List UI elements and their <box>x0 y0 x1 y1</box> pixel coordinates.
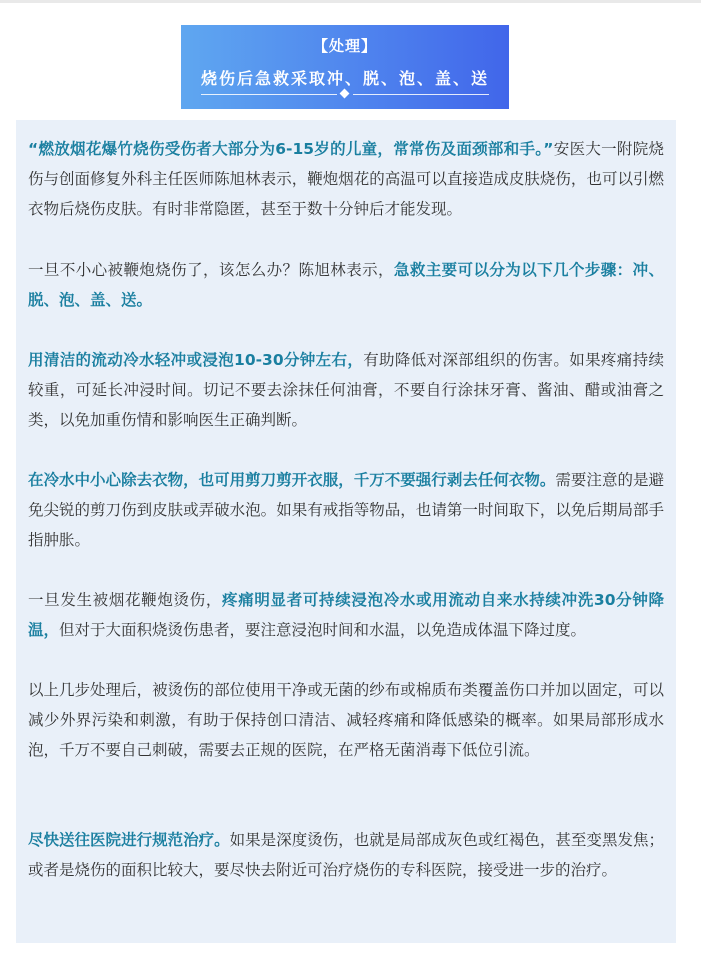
paragraph-intro <box>28 134 664 224</box>
top-divider <box>0 0 701 3</box>
section-title: 烧伤后急救采取冲、脱、泡、盖、送 <box>200 69 489 88</box>
header-rule-left <box>201 94 337 95</box>
paragraph-text: 一旦不小心被鞭炮烧伤了，该怎么办？陈旭林表示， <box>28 261 394 279</box>
paragraph-step-cool <box>28 345 664 435</box>
paragraph-highlight: “燃放烟花爆竹烧伤受伤者大部分为6-15岁的儿童，常常伤及面颈部和手。” <box>28 140 554 158</box>
paragraph-highlight: 尽快送往医院进行规范治疗。 <box>28 831 230 849</box>
paragraph-step-soak <box>28 585 664 645</box>
paragraph-step-cover <box>28 675 664 765</box>
paragraph-text: 以上几步处理后，被烫伤的部位使用干净或无菌的纱布或棉质布类覆盖伤口并加以固定，可以减少外界污染和刺激，有助于保持创口清洁、减轻疼痛和降低感染的概率。如果局部形成水泡，千万不要自己刺破，需要去正规的医院，在严格无菌消毒下低位引流。 <box>28 681 664 759</box>
paragraph-step-remove <box>28 465 664 555</box>
paragraph-highlight: 用清洁的流动冷水轻冲或浸泡10-30分钟左右， <box>28 351 364 369</box>
paragraph-text: 如果是深度烫伤，也就是局部成灰色或红褐色，甚至变黑发焦；或者是烧伤的面积比较大，要尽快去附近可治疗烧伤的专科医院，接受进一步的治疗。 <box>28 831 664 879</box>
article-content-card <box>16 120 676 943</box>
paragraph-text-after: 但对于大面积烧烫伤患者，要注意浸泡时间和水温，以免造成体温下降过度。 <box>59 621 587 639</box>
paragraph-highlight: 在冷水中小心除去衣物，也可用剪刀剪开衣服，千万不要强行剥去任何衣物。 <box>28 471 556 489</box>
section-header-banner <box>181 25 509 109</box>
diamond-icon <box>340 89 350 99</box>
paragraph-text: 安医大一附院烧伤与创面修复外科主任医师陈旭林表示，鞭炮烟花的高温可以直接造成皮肤烧伤，也可以引燃衣物后烧伤皮肤。有时非常隐匿，甚至于数十分钟后才能发现。 <box>28 140 664 218</box>
section-tag: 【处理】 <box>312 37 377 55</box>
paragraph-step-send <box>28 825 664 885</box>
paragraph-text-before: 一旦发生被烟花鞭炮烫伤， <box>28 591 223 609</box>
header-rule-right <box>353 94 489 95</box>
paragraph-text: 有助降低对深部组织的伤害。如果疼痛持续较重，可延长冲浸时间。切记不要去涂抹任何油膏，不要自行涂抹牙膏、酱油、醋或油膏之类，以免加重伤情和影响医生正确判断。 <box>28 351 664 429</box>
paragraph-steps-overview <box>28 255 664 315</box>
paragraph-highlight: 急救主要可以分为以下几个步骤：冲、脱、泡、盖、送。 <box>28 261 664 309</box>
paragraph-text: 需要注意的是避免尖锐的剪刀伤到皮肤或弄破水泡。如果有戒指等物品，也请第一时间取下，以免后期局部手指肿胀。 <box>28 471 664 549</box>
paragraph-highlight: 疼痛明显者可持续浸泡冷水或用流动自来水持续冲洗30分钟降温， <box>28 591 664 639</box>
